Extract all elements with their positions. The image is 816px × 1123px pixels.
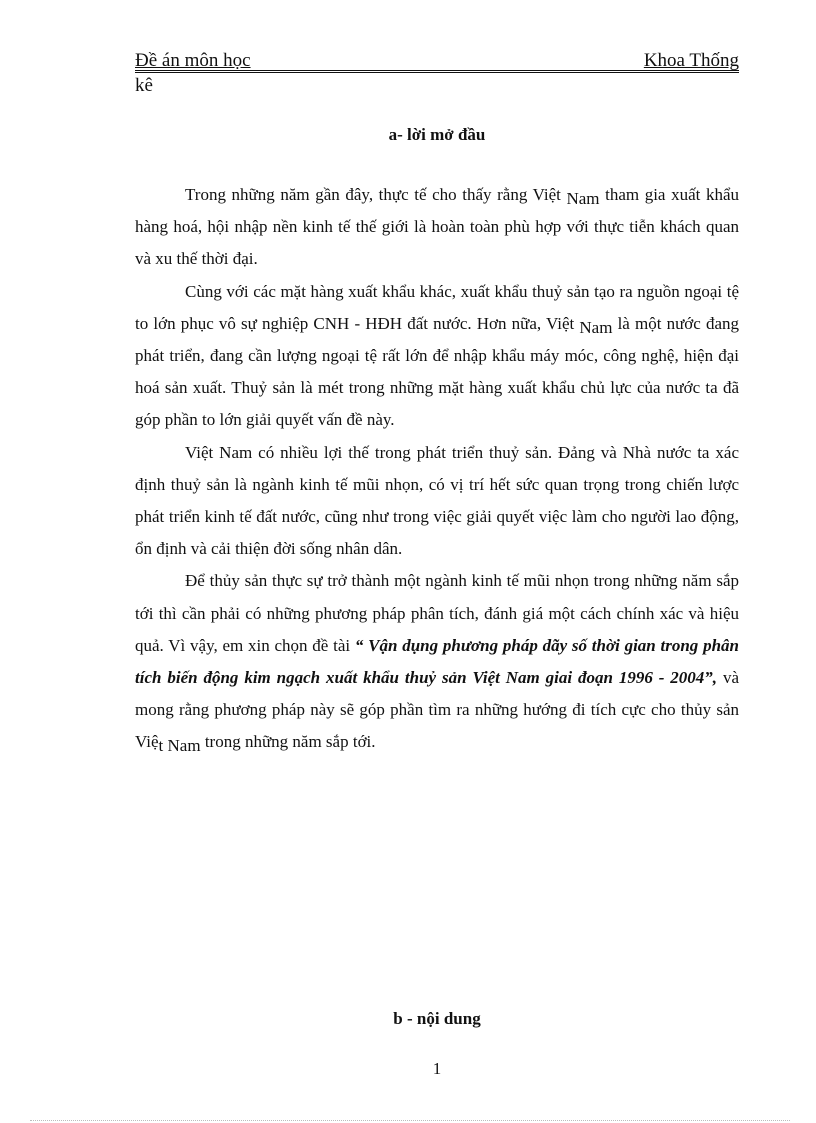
intro-heading: a- lời mở đầu — [388, 125, 486, 144]
header-course-title: Đề án môn học — [135, 50, 251, 71]
paragraph-3: Việt Nam có nhiều lợi thế trong phát triển thuỷ sản. Đảng và Nhà nước ta xác định thuỷ sản là ngành kinh tế mũi nhọn, có vị trí hết sức quan trọng trong chiến lược phát triển kinh tế đất nước, cũng như trong việc giải quyết việc làm cho người lao động, ổn định và cải thiện đời sống nhân dân. — [135, 442, 739, 559]
thesis-topic: “ Vận dụng phương pháp dãy số thời gian trong phân tích biến động kim ngạch xuất khẩu thuỷ sản Việt Nam giai đoạn 1996 - 2004”, — [135, 635, 739, 688]
paragraph-4: Để thủy sản thực sự trở thành một ngành kinh tế mũi nhọn trong những năm sắp tới thì cần phải có những phương pháp phân tích, đánh giá một cách chính xác và hiệu quả. Vì vậy, em xin chọn đề tài “ Vận dụng phương pháp dãy số thời gian trong phân tích biến động kim ngạch xuất khẩu thuỷ sản Việt Nam giai đoạn 1996 - 2004”, và mong rằng phương pháp này sẽ góp phần tìm ra những hướng đi tích cực cho thủy sản Việt Nam trong những năm sắp tới. — [135, 571, 739, 756]
header-rule — [135, 70, 739, 71]
content-heading: b - nội dung — [393, 1009, 481, 1028]
introduction-body — [135, 179, 739, 759]
page-number: 1 — [432, 1059, 442, 1078]
header-rule-second — [135, 72, 739, 73]
page-bottom-edge — [30, 1120, 790, 1121]
header-faculty-continuation: kê — [135, 75, 153, 96]
running-header — [135, 50, 739, 72]
header-faculty: Khoa Thống — [643, 50, 739, 71]
paragraph-2: Cùng với các mặt hàng xuất khẩu khác, xuất khẩu thuỷ sản tạo ra nguồn ngoại tệ to lớn phục vô sự nghiệp CNH - HĐH đất nước. Hơn nữa, Việt Nam là một nước đang phát triển, đang cần lượng ngoại tệ rất lớn để nhập khẩu máy móc, công nghệ, hiện đại hoá sản xuất. Thuỷ sản là mét trong những mặt hàng xuất khẩu chủ lực của nước ta đã góp phần to lớn giải quyết vấn đề này. — [135, 281, 739, 430]
paragraph-1: Trong những năm gần đây, thực tế cho thấy rằng Việt Nam tham gia xuất khẩu hàng hoá, hội nhập nền kinh tế thế giới là hoàn toàn phù hợp với thực tiễn khách quan và xu thế thời đại. — [135, 185, 739, 269]
